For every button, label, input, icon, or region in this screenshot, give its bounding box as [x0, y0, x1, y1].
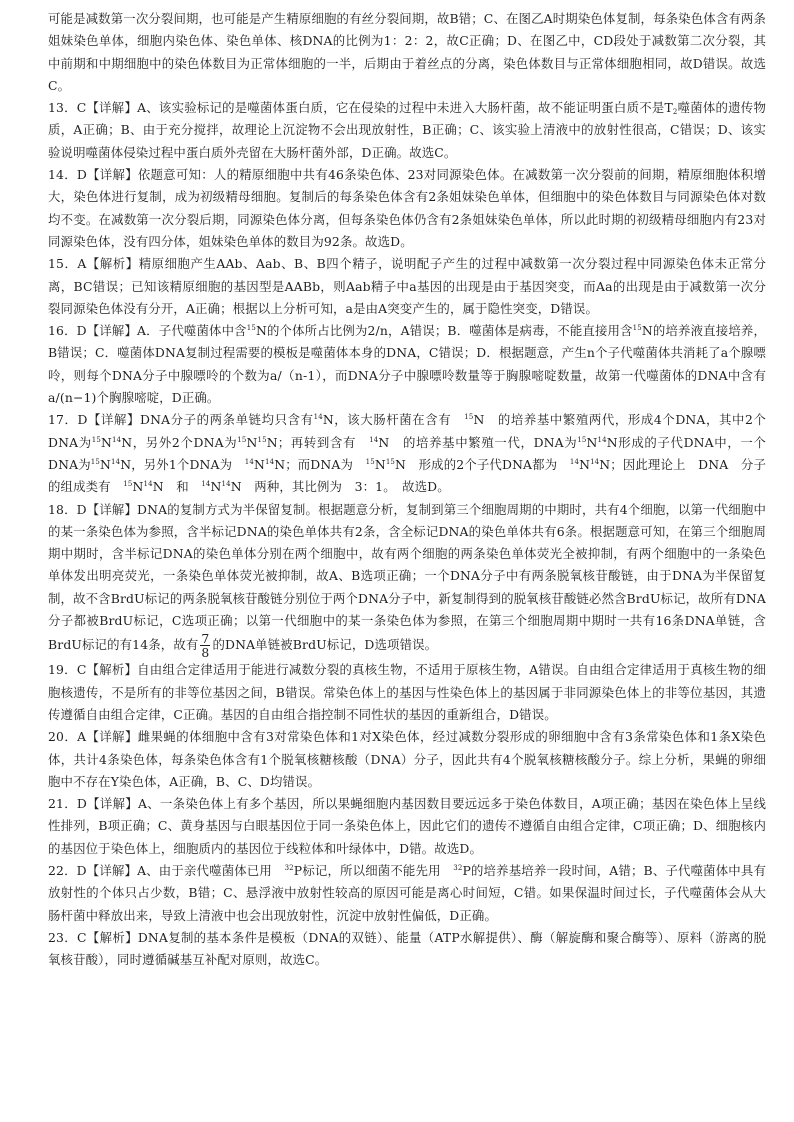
answer-page: [48, 0, 766, 971]
answer-18: 18．D【详解】DNA的复制方式为半保留复制。根据题意分析，复制到第三个细胞周期的中期时，共有4个细胞，以第一代细胞中的某一条染色体为参照，含半标记DNA的染色单体共有2条，含全标记DNA的染色单体共有6条。根据题意可知，在第三个细胞周期中期时，含半标记DNA的染色单体分别在两个细胞中，故有两个细胞的两条染色单体荧光全被抑制，有两个细胞中的一条染色单体发出明亮荧光，一条染色单体荧光被抑制，故A、B选项正确；一个DNA分子中有两条脱氧核苷酸链，由于DNA为半保留复制，故不含BrdU标记的两条脱氧核苷酸链分别位于两个DNA分子中，新复制得到的脱氧核苷酸链必然含BrdU标记，故所有DNA分子都被BrdU标记，C选项正确；以第一代细胞中的某一条染色体为参照，在第三个细胞周期中期时一共有16条DNA单链，含BrdU标记的有14条，故有 $\frac{7}{8}$ 的DNA单链被BrdU标记，D选项错误。: [48, 501, 766, 661]
answer-13: 13．C【详解】A、该实验标记的是噬菌体蛋白质，它在侵染的过程中未进入大肠杆菌，故不能证明蛋白质不是$T_2$噬菌体的遗传物质，A正确；B、由于充分搅拌，故理论上沉淀物不会出现放射性，B正确；C、该实验上清液中的放射性很高，C错误；D、该实验说明噬菌体侵染过程中蛋白质外壳留在大肠杆菌外部，D正确。故选C。: [48, 100, 766, 160]
answer-21: 21．D【详解】A、一条染色体上有多个基因，所以果蝇细胞内基因数目要远远多于染色体数目，A项正确；基因在染色体上呈线性排列，B项正确；C、黄身基因与白眼基因位于同一条染色体上，因此它们的遗传不遵循自由组合定律，C项正确；D、细胞核内的基因位于染色体上，细胞质内的基因位于线粒体和叶绿体中，D错。故选D。: [48, 796, 766, 856]
answer-16: 16．D【详解】A．子代噬菌体中含$^{15}$N的个体所占比例为2/n，A错误；B．噬菌体是病毒，不能直接用含$^{15}$N的培养液直接培养，B错误；C．噬菌体DNA复制过程需要的模板是噬菌体本身的DNA，C错误；D．根据题意，产生n个子代噬菌体共消耗了a个腺嘌呤，则每个DNA分子中腺嘌呤的个数为a/（n-1），而DNA分子中腺嘌呤数量等于胸腺嘧啶数量，故第一代噬菌体的DNA中含有a/(n−1)个胸腺嘧啶，D正确。: [48, 323, 767, 406]
answer-20: 20．A【详解】雌果蝇的体细胞中含有3对常染色体和1对X染色体，经过减数分裂形成的卵细胞中含有3条常染色体和1条X染色体，共计4条染色体，每条染色体含有1个脱氧核糖核酸（DNA）分子，因此共有4个脱氧核糖核酸分子。综上分析，果蝇的卵细胞中不存在Y染色体，A正确，B、C、D均错误。: [48, 729, 766, 789]
answer-17: 17．D【详解】DNA分子的两条单链均只含有$^{14}$N，该大肠杆菌在含有 $^{15}$N 的培养基中繁殖两代，形成4个DNA，其中2个DNA为$^{15}N^{14}N$，另外2个DNA为$^{15}N^{15}N$；再转到含有 $^{14}$N 的培养基中繁殖一代，DNA为$^{15}N^{14}N$形成的子代DNA中，一个DNA为$^{15}N^{14}N$，另外1个DNA为 $^{14}N^{14}N$；而DNA为 $^{15}N^{15}N$ 形成的2个子代DNA都为 $^{14}N^{14}N$；因此理论上 DNA 分子的组成类有 $^{15}N^{14}N$ 和 $^{14}N^{14}N$ 两种，其比例为 3：1。 故选D。: [48, 412, 767, 495]
answer-23: 23．C【解析】DNA复制的基本条件是模板（DNA的双链）、能量（ATP水解提供）、酶（解旋酶和聚合酶等）、原料（游离的脱氧核苷酸），同时遵循碱基互补配对原则，故选C。: [48, 929, 766, 968]
subscript-2: 2: [672, 108, 678, 117]
fraction-seven-eighths: $\frac{7}{8}$: [201, 631, 210, 661]
answer-14: 14．D【详解】依题意可知：人的精原细胞中共有46条染色体、23对同源染色体。在减数第一次分裂前的间期，精原细胞体积增大，染色体进行复制，成为初级精母细胞。复制后的每条染色体含有2条姐妹染色单体，但细胞中的染色体数目与同源染色体对数均不变。在减数第一次分裂后期，同源染色体分离，但每条染色体仍含有2条姐妹染色单体，所以此时期的初级精母细胞内有23对同源染色体，没有四分体，姐妹染色单体的数目为92条。故选D。: [48, 167, 766, 249]
answer-19: 19．C【解析】自由组合定律适用于能进行减数分裂的真核生物，不适用于原核生物，A错误。自由组合定律适用于真核生物的细胞核遗传，不是所有的非等位基因之间，B错误。常染色体上的基因与性染色体上的基因属于非同源染色体上的非等位基因，其遗传遵循自由组合定律，C正确。基因的自由组合指控制不同性状的基因的重新组合，D错误。: [48, 662, 766, 722]
answer-15: 15．A【解析】精原细胞产生AAb、Aab、B、B四个精子，说明配子产生的过程中减数第一次分裂过程中同源染色体未正常分离，BC错误；已知该精原细胞的基因型是AABb，则Aab精子中a基因的出现是由于基因突变，而Aa的出现是由于减数第一次分裂同源染色体没有分开，A正确；根据以上分析可知，a是由A突变产生的，属于隐性突变，D错误。: [48, 256, 766, 316]
answer-22: 22．D【详解】A、由于亲代噬菌体已用 $^{32}$P标记，所以细菌不能先用 $^{32}$P的培养基培养一段时间，A错；B、子代噬菌体中具有放射性的个体只占少数，B错；C、悬浮液中放射性较高的原因可能是离心时间短，C错。如果保温时间过长，子代噬菌体会从大肠杆菌中释放出来，导致上清液中也会出现放射性，沉淀中放射性偏低，D正确。: [48, 862, 766, 923]
answer-12-continuation: 可能是减数第一次分裂间期，也可能是产生精原细胞的有丝分裂间期，故B错；C、在图乙A时期染色体复制，每条染色体含有两条姐妹染色单体，细胞内染色体、染色单体、核DNA的比例为1：2：2，故C正确；D、在图乙中，CD段处于减数第二次分裂，其中前期和中期细胞中的染色体数目为正常体细胞的一半，后期由于着丝点的分离，染色体数目与正常体细胞相同，故D错误。故选C。: [48, 11, 766, 93]
